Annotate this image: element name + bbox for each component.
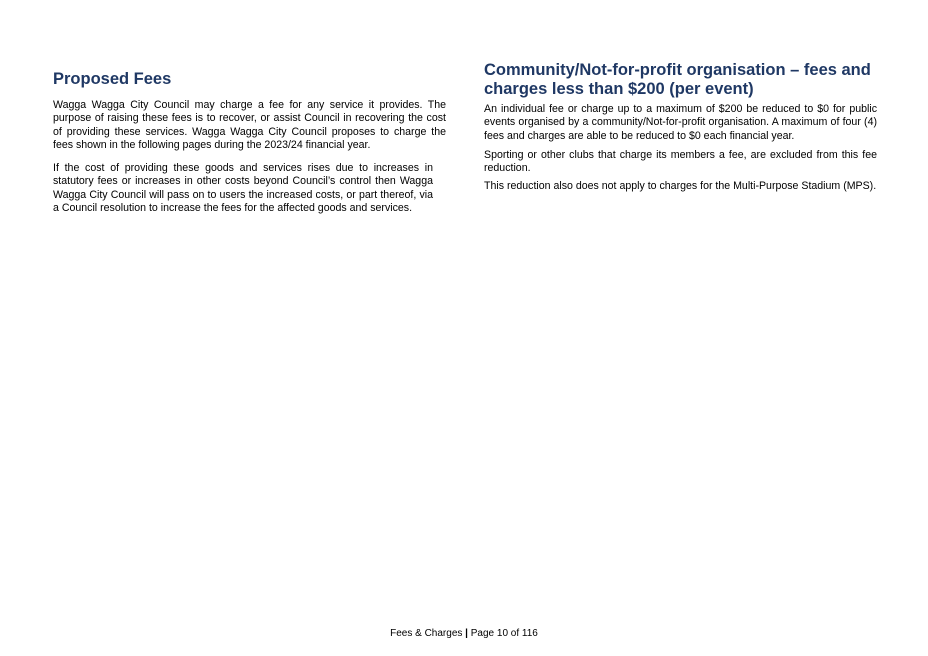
paragraph: Wagga Wagga City Council may charge a fee for any service it provides. The purpose of raising these fees is to recover, or assist Council in recovering the cost of providing these services. Wagga Wagga City Council proposes to charge the fees shown in the following pages during the 2023/24 financial year. [53, 99, 446, 151]
footer-separator: | [465, 628, 468, 639]
section-heading-community-nfp: Community/Not-for-profit organisation – fees and charges less than $200 (per event) [484, 61, 871, 98]
paragraph: Sporting or other clubs that charge its members a fee, are excluded from this fee reduction. [484, 149, 877, 175]
section-heading-proposed-fees: Proposed Fees [53, 70, 172, 88]
paragraph: This reduction also does not apply to charges for the Multi-Purpose Stadium (MPS). [484, 180, 877, 192]
page-footer [0, 627, 928, 640]
paragraph: An individual fee or charge up to a maximum of $200 be reduced to $0 for public events organised by a community/Not-for-profit organisation. A maximum of four (4) fees and charges are able to be reduced to $0 each financial year. [484, 103, 877, 142]
page-number: Page 10 of 116 [470, 628, 538, 639]
paragraph: If the cost of providing these goods and services rises due to increases in statutory fees or increases in other costs beyond Council’s control then Wagga Wagga City Council will pass on to users the increased costs, or part thereof, via a Council resolution to increase the fees for the affected goods and services. [53, 162, 433, 214]
footer-title: Fees & Charges [390, 628, 463, 639]
